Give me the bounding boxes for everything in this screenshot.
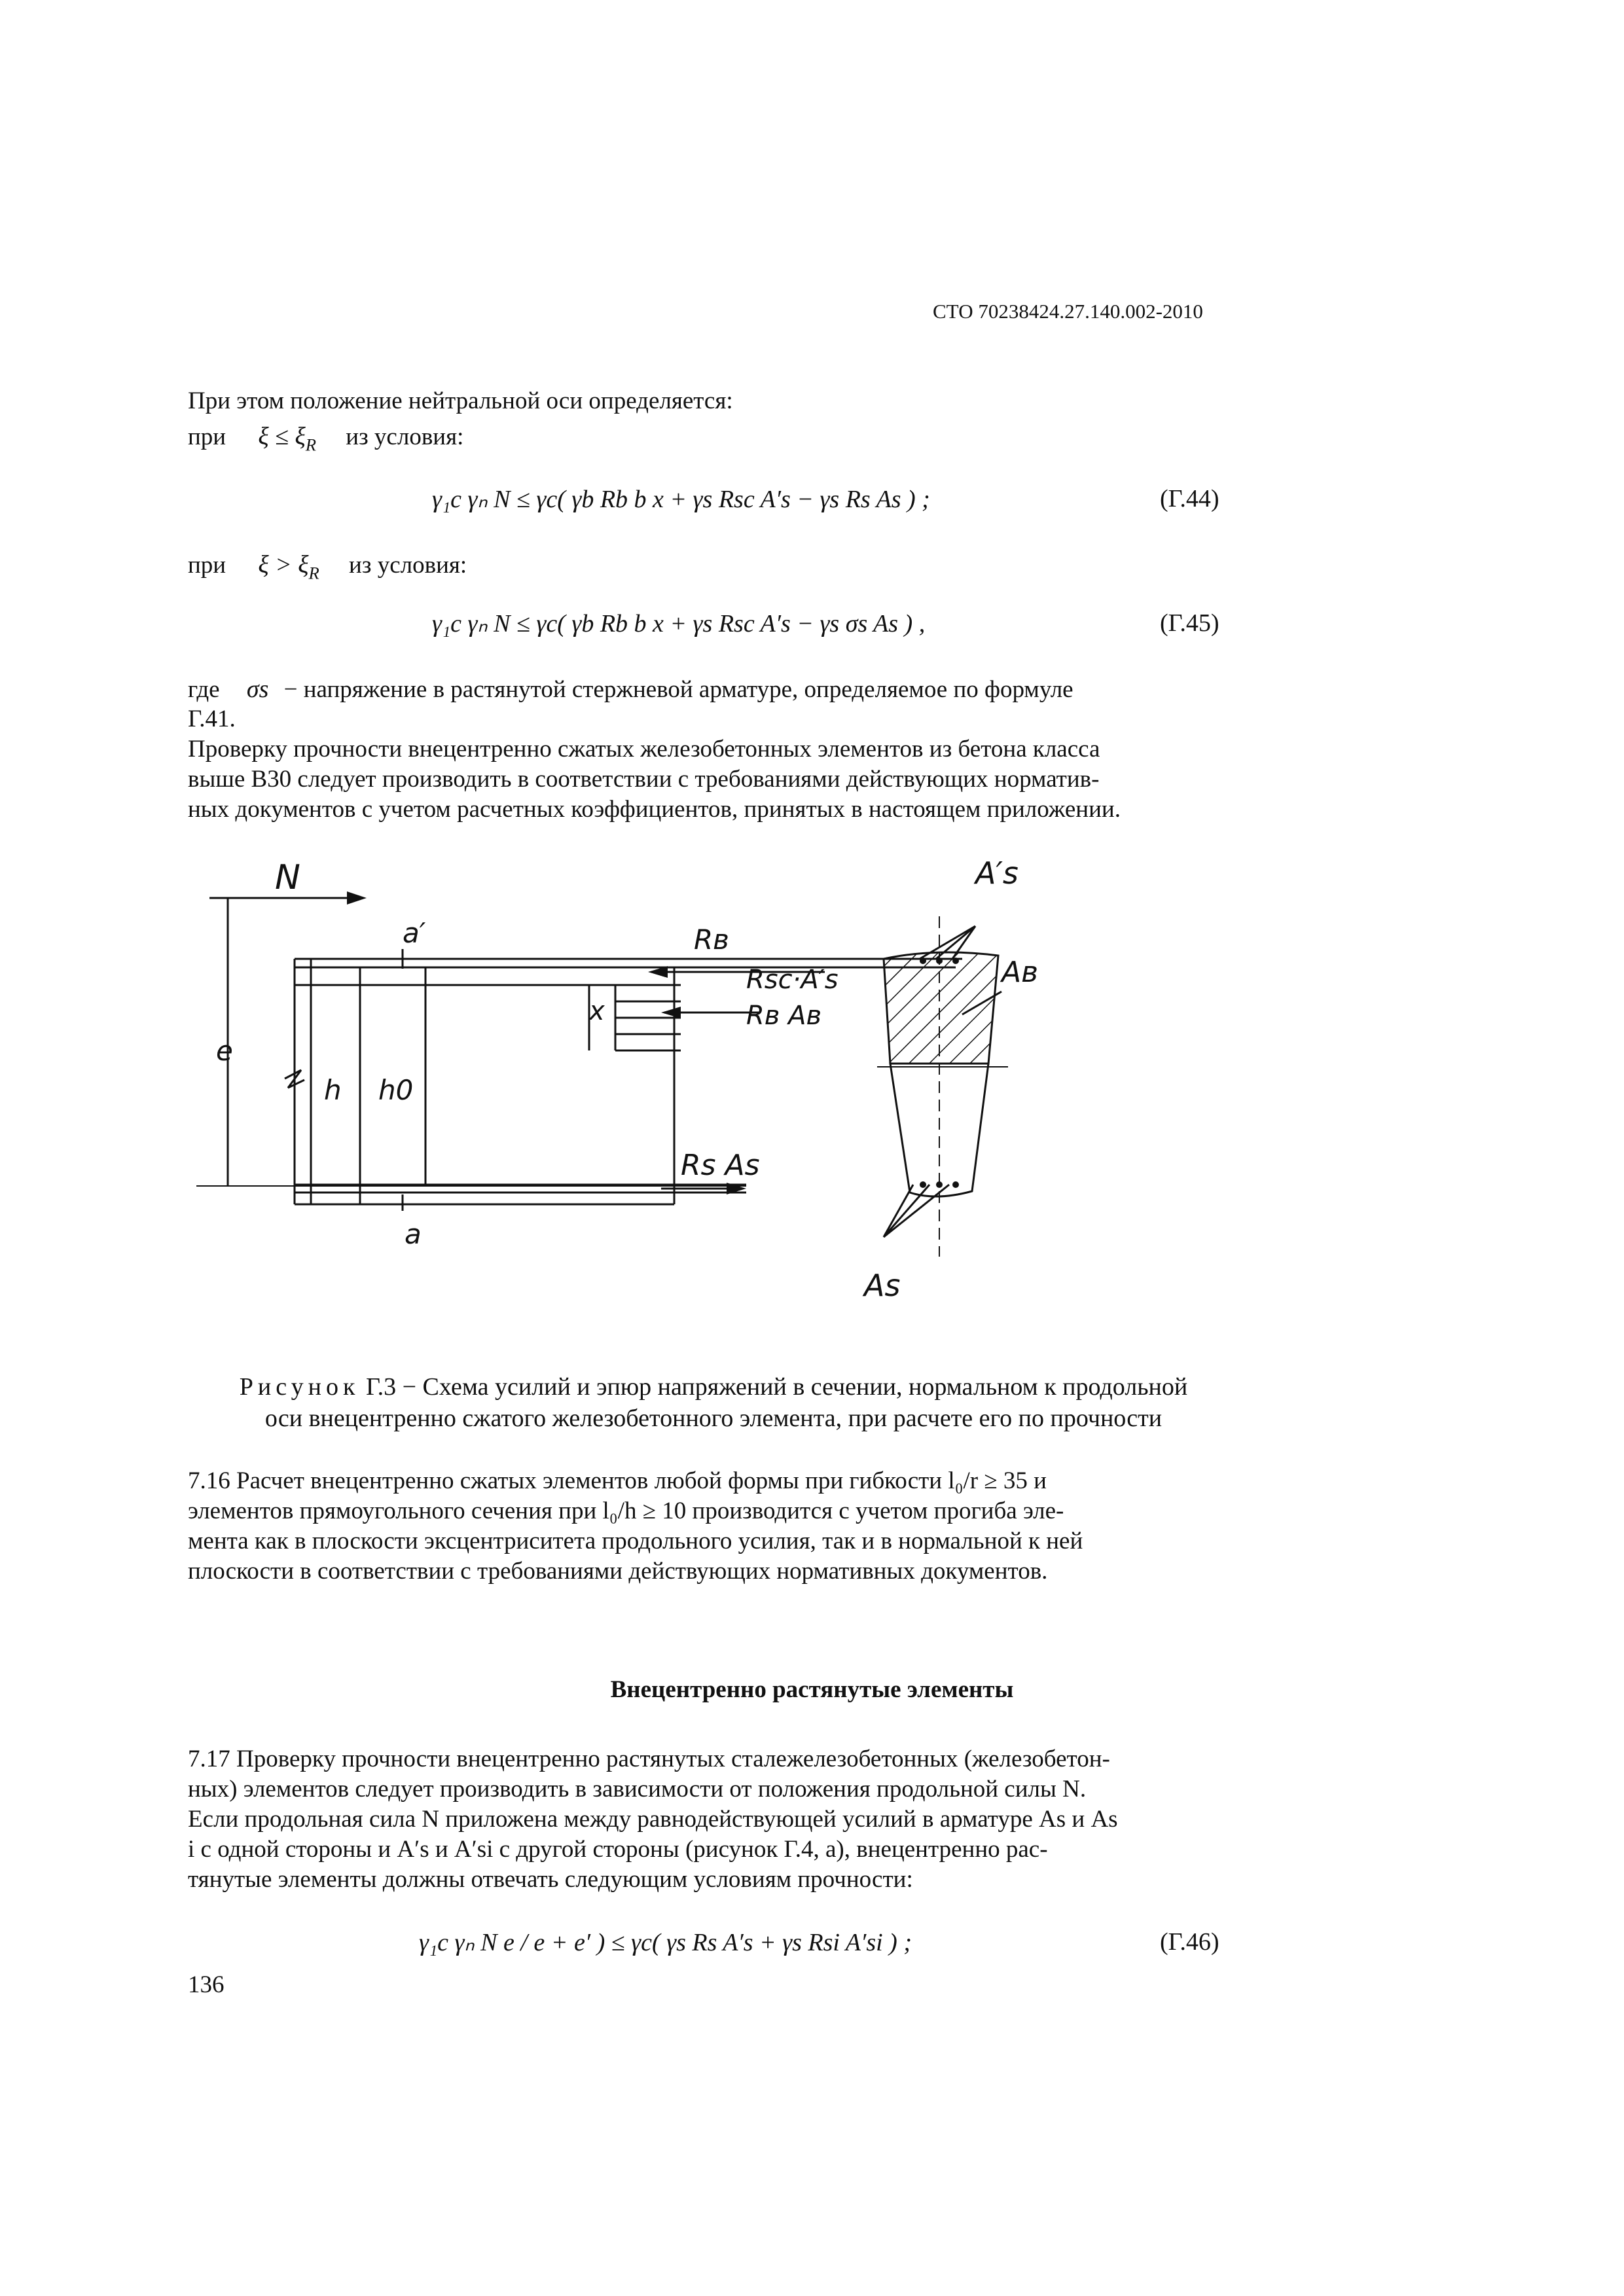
label-as-top: A′s xyxy=(975,855,1019,891)
paragraph-716-line: 7.16 Расчет внецентренно сжатых элементов любой формы при гибкости l₀/r ≥ 35 и xyxy=(188,1467,1047,1494)
paragraph-b30-line: выше В30 следует производить в соответствии с требованиями действующих норматив- xyxy=(188,766,1100,793)
equation-g45-number: (Г.45) xyxy=(1160,609,1219,637)
intro-line: При этом положение нейтральной оси определяется: xyxy=(188,387,733,414)
label-h: h xyxy=(324,1074,342,1106)
condition-1-prefix: при xyxy=(188,423,226,450)
paragraph-716-line: мента как в плоскости эксцентриситета продольного усилия, так и в нормальной к ней xyxy=(188,1528,1083,1554)
condition-2-suffix: из условия: xyxy=(349,552,467,579)
paragraph-b30-line: ных документов с учетом расчетных коэффициентов, принятых в настоящем приложении. xyxy=(188,796,1121,823)
where-definition: − напряжение в растянутой стержневой арматуре, определяемое по формуле xyxy=(283,676,1074,703)
paragraph-717-line: Если продольная сила N приложена между равнодействующей усилий в арматуре As и As xyxy=(188,1806,1118,1833)
condition-1-formula: $\xi \le \xi_R$ xyxy=(258,423,317,455)
label-rs-as: Rs As xyxy=(681,1149,760,1182)
caption-word: Рисунок xyxy=(239,1373,360,1401)
figure-caption-line-1: Рисунок Г.3 − Схема усилий и эпюр напряжений в сечении, нормальном к продольной xyxy=(239,1373,1188,1401)
document-code: СТО 70238424.27.140.002-2010 xyxy=(933,300,1203,323)
equation-g46-number: (Г.46) xyxy=(1160,1928,1219,1956)
label-a-bottom: a xyxy=(405,1218,422,1250)
where-prefix: где xyxy=(188,676,220,703)
label-rsc-as: Rsc·A′s xyxy=(746,965,839,995)
label-e: e xyxy=(216,1035,233,1067)
paragraph-717-line: 7.17 Проверку прочности внецентренно растянутых сталежелезобетонных (железобетон- xyxy=(188,1746,1110,1772)
paragraph-b30-line: Проверку прочности внецентренно сжатых железобетонных элементов из бетона класса xyxy=(188,736,1100,762)
paragraph-717-line: тянутые элементы должны отвечать следующим условиям прочности: xyxy=(188,1866,913,1893)
label-x: x xyxy=(589,996,605,1026)
figure-caption-line-2: оси внецентренно сжатого железобетонного элемента, при расчете его по прочности xyxy=(264,1405,1163,1432)
equation-g44: γ₁c γₙ N ≤ γc( γb Rb b x + γs Rsc A′s − γs Rs As ) ; xyxy=(432,486,930,513)
figure-g3-diagram xyxy=(170,844,1218,1335)
where-line-2: Г.41. xyxy=(188,706,236,732)
where-line xyxy=(188,674,1074,705)
label-n: N xyxy=(275,858,300,897)
condition-1-suffix: из условия: xyxy=(346,423,464,450)
section-title: Внецентренно растянутые элементы xyxy=(610,1676,1014,1703)
condition-1 xyxy=(188,422,463,459)
equation-g44-number: (Г.44) xyxy=(1160,485,1219,512)
page-number: 136 xyxy=(188,1971,225,1998)
label-rb-ab: Rв Aв xyxy=(746,1001,822,1031)
paragraph-717-line: i с одной стороны и A′s и A′si с другой стороны (рисунок Г.4, а), внецентренно рас- xyxy=(188,1836,1048,1863)
label-ab: Aв xyxy=(1001,956,1039,989)
paragraph-716-line: элементов прямоугольного сечения при l₀/h ≥ 10 производится с учетом прогиба эле- xyxy=(188,1498,1064,1524)
equation-g45: γ₁c γₙ N ≤ γc( γb Rb b x + γs Rsc A′s − γs σs As ) , xyxy=(432,610,926,637)
label-h0: h0 xyxy=(378,1074,414,1106)
condition-2 xyxy=(188,550,467,588)
label-a-top: a′ xyxy=(403,917,426,949)
paragraph-716-line: плоскости в соответствии с требованиями действующих нормативных документов. xyxy=(188,1558,1048,1585)
label-rb: Rв xyxy=(694,924,729,956)
equation-g46: γ₁c γₙ N e / e + e′ ) ≤ γc( γs Rs A′s + γs Rsi A′si ) ; xyxy=(419,1929,912,1956)
condition-2-prefix: при xyxy=(188,552,226,579)
sigma-symbol: σs xyxy=(246,675,269,703)
label-as-bottom: As xyxy=(864,1268,901,1303)
condition-2-formula: $\xi > \xi_R$ xyxy=(258,551,319,583)
paragraph-717-line: ных) элементов следует производить в зависимости от положения продольной силы N. xyxy=(188,1776,1087,1803)
